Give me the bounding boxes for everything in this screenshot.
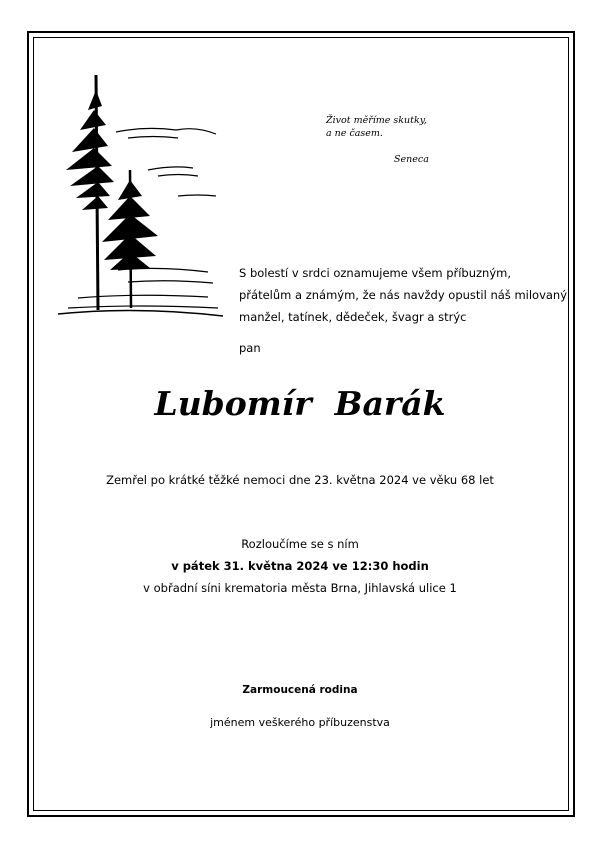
announcement [239, 262, 567, 328]
death-notice: Zemřel po krátké těžké nemoci dne 23. května 2024 ve věku 68 let [106, 473, 494, 487]
quote [326, 114, 427, 140]
announcement-line-3: manžel, tatínek, dědeček, švagr a strýc [239, 310, 467, 324]
farewell-place: v obřadní síni krematoria města Brna, Jihlavská ulice 1 [143, 581, 457, 595]
farewell-intro: Rozloučíme se s ním [241, 537, 359, 551]
family-signature: Zarmoucená rodina [242, 684, 358, 696]
farewell-block [0, 533, 600, 599]
quote-author: Seneca [394, 154, 429, 165]
quote-line-1: Život měříme skutky, [326, 115, 427, 126]
family-signature-sub: jménem veškerého příbuzenstva [210, 716, 390, 729]
honorific: pan [239, 341, 261, 355]
farewell-datetime: v pátek 31. května 2024 ve 12:30 hodin [171, 559, 429, 573]
announcement-line-2: přátelům a známým, že nás navždy opustil náš milovaný [239, 288, 568, 302]
deceased-name: Lubomír Barák [154, 384, 446, 423]
announcement-line-1: S bolestí v srdci oznamujeme všem příbuzným, [239, 266, 511, 280]
quote-line-2: a ne časem. [326, 128, 383, 139]
tree-illustration [58, 70, 230, 320]
